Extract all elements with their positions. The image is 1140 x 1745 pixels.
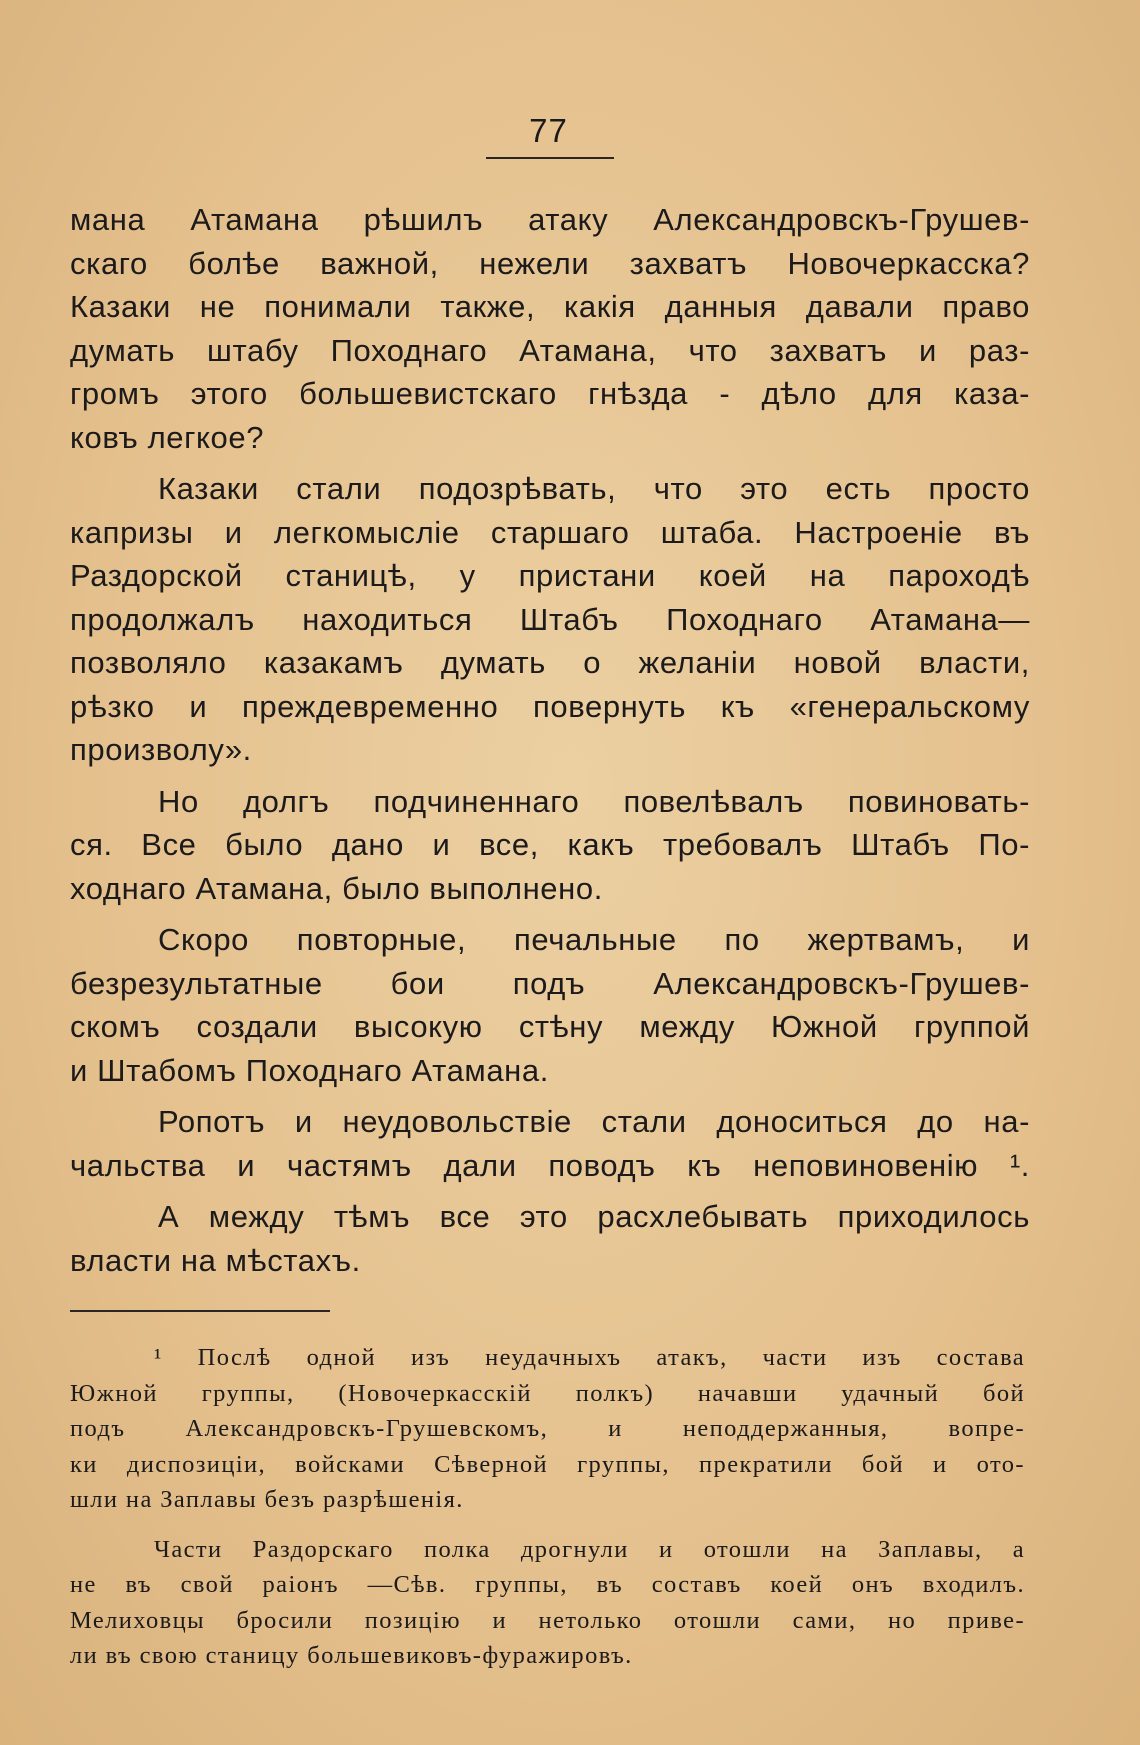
text-line: и Штабомъ Походнаго Атамана. [70, 1052, 549, 1088]
page-number-rule [486, 157, 614, 159]
text-line: власти на мѣстахъ. [70, 1242, 361, 1278]
footnote-gap [70, 1518, 1025, 1532]
footnote-line: Мелиховцы бросили позицію и нетолько отошли сами, но приве- [70, 1606, 1025, 1634]
footnote-line: ¹ Послѣ одной изъ неудачныхъ атакъ, части изъ состава [154, 1344, 1025, 1371]
text-line: позволяло казакамъ думать о желаніи новой власти, [70, 645, 1030, 680]
text-line: Ропотъ и неудовольствіе стали доноситься до на- [158, 1104, 1030, 1139]
text-line: Казаки не понимали также, какія данныя давали право [70, 289, 1030, 324]
text-line: Скоро повторные, печальные по жертвамъ, и [158, 922, 1030, 957]
text-line: ковъ легкое? [70, 419, 265, 455]
text-line: безрезультатные бои подъ Александровскъ-Грушев- [70, 965, 1030, 1001]
page-number: 77 [529, 112, 568, 149]
text-line: думать штабу Походнаго Атамана, что захватъ и раз- [70, 332, 1030, 368]
footnote-line: Части Раздорскаго полка дрогнули и отошли на Заплавы, а [154, 1535, 1025, 1563]
text-line: произволу». [70, 732, 252, 767]
text-line: мана Атамана рѣшилъ атаку Александровскъ-Грушев- [70, 202, 1030, 237]
text-line: Казаки стали подозрѣвать, что это есть просто [158, 471, 1030, 506]
main-text [70, 198, 1030, 1282]
footnote-line: Южной группы, (Новочеркасскій полкъ) начавши удачный бой [70, 1379, 1025, 1407]
footnote-line: ки диспозиціи, войсками Сѣверной группы, прекратили бой и ото- [70, 1450, 1025, 1478]
text-line: скаго болѣе важной, нежели захватъ Новочеркасска? [70, 245, 1030, 281]
paragraph-gap [70, 772, 1030, 780]
paragraph-gap [70, 1187, 1030, 1195]
paragraph-gap [70, 459, 1030, 467]
footnote-line: шли на Заплавы безъ разрѣшенія. [70, 1486, 464, 1513]
paragraph-gap [70, 1092, 1030, 1100]
footnote-line: подъ Александровскъ-Грушевскомъ, и неподдержанныя, вопре- [70, 1415, 1025, 1442]
paragraph-gap [70, 910, 1030, 918]
text-line: ходнаго Атамана, было выполнено. [70, 870, 603, 906]
text-line: ся. Все было дано и все, какъ требовалъ Штабъ По- [70, 827, 1030, 862]
text-line: громъ этого большевистскаго гнѣзда - дѣло для каза- [70, 376, 1030, 411]
text-line: продолжалъ находиться Штабъ Походнаго Атамана— [70, 601, 1030, 637]
footnote-line: не въ свой раіонъ —Сѣв. группы, въ составъ коей онъ входилъ. [70, 1571, 1025, 1598]
text-line: капризы и легкомысліе старшаго штаба. Настроеніе въ [70, 514, 1030, 550]
text-line: рѣзко и преждевременно повернуть къ «генеральскому [70, 688, 1030, 724]
footnote-rule [70, 1310, 330, 1312]
text-line: чальства и частямъ дали поводъ къ неповиновенію ¹. [70, 1147, 1030, 1183]
footnotes [70, 1340, 1025, 1674]
footnote-line: ли въ свою станицу большевиковъ-фуражировъ. [70, 1642, 633, 1669]
text-line: Раздорской станицѣ, у пристани коей на пароходѣ [70, 558, 1030, 593]
text-line: скомъ создали высокую стѣну между Южной группой [70, 1009, 1030, 1044]
text-line: Но долгъ подчиненнаго повелѣвалъ повиновать- [158, 783, 1030, 819]
text-line: А между тѣмъ все это расхлебывать приходилось [158, 1199, 1030, 1234]
